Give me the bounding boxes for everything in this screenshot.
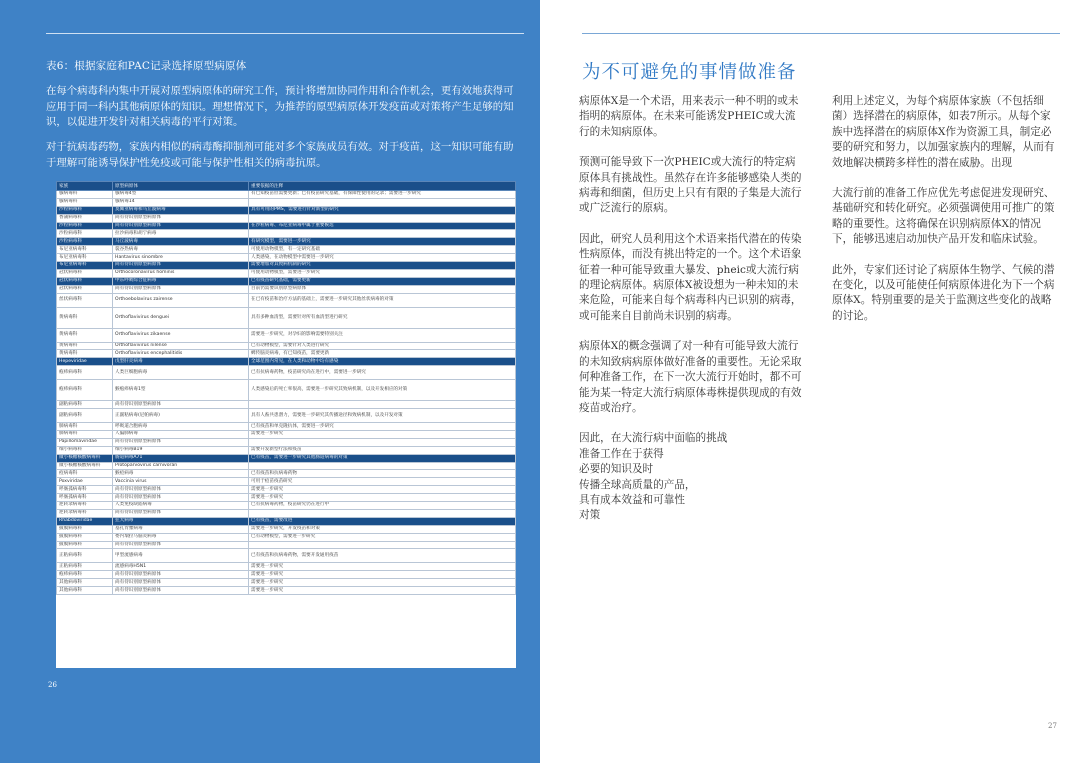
notes-cell: 已有疫苗，需要进一步研究其他肠道病毒的对策 bbox=[249, 454, 516, 462]
notes-cell: 已有疫苗，需要改进 bbox=[249, 517, 516, 525]
family-cell: 呼肠孤病毒科 bbox=[57, 486, 113, 494]
table-row bbox=[57, 517, 516, 525]
family-cell: 布尼亚病毒科 bbox=[57, 254, 113, 262]
table-row bbox=[57, 533, 516, 541]
family-cell: 其他病毒科 bbox=[57, 587, 113, 595]
notes-cell: 可使用动物模型，需要进一步研究 bbox=[249, 269, 516, 277]
family-cell: 布尼亚病毒科 bbox=[57, 246, 113, 254]
table-row bbox=[57, 358, 516, 366]
prototype-cell: 流感病毒H5N1 bbox=[113, 563, 249, 571]
table-row bbox=[57, 438, 516, 446]
table-row bbox=[57, 285, 516, 293]
table-row bbox=[57, 541, 516, 549]
prototype-cell: Orthocoronavirus hominis bbox=[113, 269, 249, 277]
page-title: 为不可避免的事情做准备 bbox=[582, 62, 797, 83]
prototype-cell: 人偏肺病毒 bbox=[113, 431, 249, 439]
column-header: 重要依据的注释 bbox=[249, 182, 516, 191]
notes-cell: 已有疫苗研究基础，需要更新 bbox=[249, 277, 516, 285]
notes-cell: 需要进一步研究 bbox=[249, 431, 516, 439]
notes-cell: 具有多种血清型，需要针对所有血清型进行研究 bbox=[249, 307, 516, 328]
table-row bbox=[57, 409, 516, 423]
notes-cell: 已有动物模型，需要针对人类进行研究 bbox=[249, 342, 516, 350]
notes-cell bbox=[249, 462, 516, 470]
table-row bbox=[57, 509, 516, 517]
family-cell: 逆转录病毒科 bbox=[57, 502, 113, 510]
table-header-row bbox=[57, 182, 516, 191]
family-cell: 副粘病毒科 bbox=[57, 401, 113, 409]
family-cell: 披膜病毒科 bbox=[57, 525, 113, 533]
prototype-cell: Protoparvovirus carnivoran bbox=[113, 462, 249, 470]
text-column-left bbox=[579, 94, 803, 524]
family-cell: 微小核糖核酸病毒科 bbox=[57, 454, 113, 462]
prototype-cell: 尚有待识别原型病原体 bbox=[113, 494, 249, 502]
family-cell: 沙粒病毒科 bbox=[57, 222, 113, 230]
family-cell: 披膜病毒科 bbox=[57, 541, 113, 549]
notes-cell: 已有抗病毒药物，疫苗研究尚在进行中，需要进一步研究 bbox=[249, 366, 516, 380]
table-row bbox=[57, 478, 516, 486]
notes-cell: 需要进一步研究 bbox=[249, 579, 516, 587]
table-row bbox=[57, 238, 516, 246]
family-cell: 冠状病毒科 bbox=[57, 277, 113, 285]
table-row bbox=[57, 293, 516, 307]
table-row bbox=[57, 246, 516, 254]
column-header: 家族 bbox=[57, 182, 113, 191]
prototype-cell: 尚有待识别原型病原体 bbox=[113, 571, 249, 579]
notes-cell: 需要进一步研究 bbox=[249, 563, 516, 571]
notes-cell bbox=[249, 230, 516, 238]
table-row bbox=[57, 571, 516, 579]
prototype-cell: Orthoflavivirus nilense bbox=[113, 342, 249, 350]
text-line: 对策 bbox=[579, 509, 601, 522]
right-page bbox=[540, 0, 1080, 763]
prototype-cell: 尚有待识别原型病原体 bbox=[113, 438, 249, 446]
page-number: 26 bbox=[48, 681, 57, 689]
family-cell: 疱疹病毒科 bbox=[57, 571, 113, 579]
prototype-cell: 基孔肯雅病毒 bbox=[113, 525, 249, 533]
prototype-cell: 尚有待识别原型病原体 bbox=[113, 214, 249, 222]
table-row bbox=[57, 198, 516, 206]
prototype-cell: 猴痘病毒 bbox=[113, 470, 249, 478]
paragraph: 利用上述定义，为每个病原体家族（不包括细菌）选择潜在的病原体，如表7所示。从每个家族中选择潜在的病原体X作为资源工具，制定必要的研究和努力，以加强家族内的理解，从而有效地解决横跨多样性的潜在威胁。出现 bbox=[832, 95, 1055, 169]
table-row bbox=[57, 350, 516, 358]
prototype-cell: 人类巨细胞病毒 bbox=[113, 366, 249, 380]
family-cell: Hepeviridae bbox=[57, 358, 113, 366]
table-row bbox=[57, 486, 516, 494]
prototype-cell: 尚有待识别原型病原体 bbox=[113, 587, 249, 595]
paragraph: 预测可能导致下一次PHEIC或大流行的特定病原体具有挑战性。虽然存在许多能够感染人类的病毒和细菌，但历史上只有有限的子集是大流行或广泛流行的原病。 bbox=[579, 156, 802, 215]
family-cell: 腺病毒科 bbox=[57, 191, 113, 199]
table-row bbox=[57, 222, 516, 230]
notes-cell: 具有人畜共患潜力，需要进一步研究其传播途径和致病机制，以及开发对策 bbox=[249, 409, 516, 423]
table-row bbox=[57, 563, 516, 571]
prototype-cell: 腺病毒4型 bbox=[113, 191, 249, 199]
prototype-cell: 马丘波病毒 bbox=[113, 238, 249, 246]
family-cell: Rhabdoviridae bbox=[57, 517, 113, 525]
family-cell: 呼肠孤病毒科 bbox=[57, 494, 113, 502]
family-cell: 微小核糖核酸病毒科 bbox=[57, 462, 113, 470]
table-row bbox=[57, 462, 516, 470]
family-cell: 副粘病毒科 bbox=[57, 409, 113, 423]
notes-cell: 已有疫苗和单克隆抗体，需要进一步研究 bbox=[249, 423, 516, 431]
notes-cell bbox=[249, 509, 516, 517]
notes-cell: 需要进一步研究，对孕妇的影响需要特别关注 bbox=[249, 328, 516, 342]
family-cell: Poxviridae bbox=[57, 478, 113, 486]
prototype-cell: 甲型流感病毒 bbox=[113, 549, 249, 563]
prototype-cell: 拉沙病毒和胡宁病毒 bbox=[113, 230, 249, 238]
table-row bbox=[57, 254, 516, 262]
notes-cell: 目前仍需要识别原型病原体 bbox=[249, 285, 516, 293]
notes-cell: 需要进一步研究 bbox=[249, 587, 516, 595]
family-cell: 沙粒病毒科 bbox=[57, 238, 113, 246]
text-column-right bbox=[832, 94, 1056, 339]
table-body bbox=[57, 191, 516, 595]
page-number: 27 bbox=[1048, 722, 1057, 730]
table-row bbox=[57, 277, 516, 285]
paragraph: 病原体X是一个术语，用来表示一种不明的或未指明的病原体。在未来可能诱发PHEIC或大流行的未知病原体。 bbox=[579, 95, 799, 138]
prototype-cell: 中东呼吸综合征病毒 bbox=[113, 277, 249, 285]
table-row bbox=[57, 262, 516, 270]
prototype-cell: Vaccinia virus bbox=[113, 478, 249, 486]
table-row bbox=[57, 587, 516, 595]
prototype-cell: 尚有待识别原型病原体 bbox=[113, 262, 249, 270]
family-cell: 正粘病毒科 bbox=[57, 563, 113, 571]
table-row bbox=[57, 431, 516, 439]
notes-cell bbox=[249, 214, 516, 222]
family-cell: 丝状病毒科 bbox=[57, 293, 113, 307]
family-cell: 黄病毒科 bbox=[57, 307, 113, 328]
table-caption: 表6：根据家庭和PAC记录选择原型病原体 bbox=[46, 60, 247, 72]
prototype-cell: 腺病毒14 bbox=[113, 198, 249, 206]
notes-cell: 全球范围内常见，在人类和动物中均有感染 bbox=[249, 358, 516, 366]
notes-cell: 蜱传脑炎病毒，有已知疫苗，需要更新 bbox=[249, 350, 516, 358]
notes-cell: 已有疫苗和抗病毒药物，需要开发通用疫苗 bbox=[249, 549, 516, 563]
notes-cell: 人类感染后的死亡率很高，需要进一步研究其致病机制，以及开发相应的对策 bbox=[249, 380, 516, 401]
prototype-cell: 裂谷热病毒 bbox=[113, 246, 249, 254]
family-cell: 腺病毒科 bbox=[57, 198, 113, 206]
prototype-cell: 肠道病毒A71 bbox=[113, 454, 249, 462]
notes-cell: 已有疫苗和抗病毒药物 bbox=[249, 470, 516, 478]
table-row bbox=[57, 269, 516, 277]
table-row bbox=[57, 342, 516, 350]
notes-cell: 在沙粒病毒、布尼亚病毒中属于重要候选 bbox=[249, 222, 516, 230]
notes-cell: 可用于痘苗疫苗研究 bbox=[249, 478, 516, 486]
text-line: 因此，在大流行病中面临的挑战 bbox=[579, 432, 728, 445]
prototype-cell: 狂犬病毒 bbox=[113, 517, 249, 525]
table-row bbox=[57, 206, 516, 214]
table-row bbox=[57, 579, 516, 587]
notes-cell: 可使用动物模型，有一定研究基础 bbox=[249, 246, 516, 254]
table-row bbox=[57, 380, 516, 401]
paragraph: 此外，专家们还讨论了病原体生物学、气候的潜在变化，以及可能使任何病原体进化为下一个病原体X。特别重要的是关于监测这些变化的战略的讨论。 bbox=[832, 263, 1055, 322]
family-cell: 疱疹病毒科 bbox=[57, 380, 113, 401]
notes-cell: 人类感染，在动物模型中需要进一步研究 bbox=[249, 254, 516, 262]
pathogen-table-container bbox=[56, 181, 516, 668]
notes-cell: 已有抗病毒药物，疫苗研究仍在进行中 bbox=[249, 502, 516, 510]
left-paragraph: 对于抗病毒药物，家族内相似的病毒酶抑制剂可能对多个家族成员有效。对于疫苗，这一知识可能有助于理解可能诱导保护性免疫或可能与保护性相关的病毒抗原。 bbox=[46, 141, 514, 169]
left-paragraph: 在每个病毒科内集中开展对原型病原体的研究工作，预计将增加协同作用和合作机会，更有效地获得可应用于同一科内其他病原体的知识。理想情况下，为推荐的原型病原体开发疫苗或对策将产生足够的知识，以促进开发针对相关病毒的平行对策。 bbox=[46, 85, 514, 129]
table-row bbox=[57, 328, 516, 342]
family-cell: 沙粒病毒科 bbox=[57, 206, 113, 214]
notes-cell: 已有动物模型，需要进一步研究 bbox=[249, 533, 516, 541]
prototype-cell: 尚有待识别原型病原体 bbox=[113, 579, 249, 587]
family-cell: 布尼亚病毒科 bbox=[57, 262, 113, 270]
paragraph: 病原体X的概念强调了对一种有可能导致大流行的未知致病病原体做好准备的重要性。无论采取何种准备工作，在下一次大流行开始时，都不可能为某一特定大流行病原体毒株提供现成的有效疫苗或治疗。 bbox=[579, 340, 802, 414]
family-cell: 逆转录病毒科 bbox=[57, 509, 113, 517]
table-row bbox=[57, 366, 516, 380]
family-cell: 肺病毒科 bbox=[57, 431, 113, 439]
notes-cell: 具有可用的PMS，需要进行针对新型的研究 bbox=[249, 206, 516, 214]
table-row bbox=[57, 502, 516, 510]
prototype-cell: 猴疱疹病毒1型 bbox=[113, 380, 249, 401]
table-row bbox=[57, 191, 516, 199]
family-cell: 冠状病毒科 bbox=[57, 285, 113, 293]
prototype-cell: Orthoflavivirus denguei bbox=[113, 307, 249, 328]
family-cell: 披膜病毒科 bbox=[57, 533, 113, 541]
text-line: 准备工作在于获得 bbox=[579, 447, 664, 460]
table-row bbox=[57, 494, 516, 502]
family-cell: 正粘病毒科 bbox=[57, 549, 113, 563]
family-cell: 黄病毒科 bbox=[57, 350, 113, 358]
family-cell: 黄病毒科 bbox=[57, 328, 113, 342]
family-cell: 沙粒病毒科 bbox=[57, 230, 113, 238]
table-row bbox=[57, 307, 516, 328]
table-row bbox=[57, 401, 516, 409]
table-row bbox=[57, 470, 516, 478]
table-row bbox=[57, 454, 516, 462]
prototype-cell: Orthoflavivirus encephalitidis bbox=[113, 350, 249, 358]
notes-cell: 需要开发新型疗法和疫苗 bbox=[249, 446, 516, 454]
text-line: 具有成本效益和可靠性 bbox=[579, 493, 685, 506]
prototype-cell: 人类免疫缺陷病毒 bbox=[113, 502, 249, 510]
table-row bbox=[57, 423, 516, 431]
top-rule bbox=[46, 33, 524, 34]
notes-cell bbox=[249, 401, 516, 409]
notes-cell bbox=[249, 438, 516, 446]
family-cell: 其他病毒科 bbox=[57, 579, 113, 587]
text-line: 必要的知识及时 bbox=[579, 463, 654, 476]
table-row bbox=[57, 230, 516, 238]
notes-cell bbox=[249, 541, 516, 549]
family-cell: 痘病毒科 bbox=[57, 470, 113, 478]
family-cell: 细小病毒科 bbox=[57, 446, 113, 454]
family-cell: 冠状病毒科 bbox=[57, 269, 113, 277]
notes-cell bbox=[249, 198, 516, 206]
prototype-cell: 委内瑞拉马脑炎病毒 bbox=[113, 533, 249, 541]
family-cell: 肺病毒科 bbox=[57, 423, 113, 431]
prototype-cell: 尚有待识别原型病原体 bbox=[113, 401, 249, 409]
table-row bbox=[57, 549, 516, 563]
line-block bbox=[579, 431, 803, 523]
notes-cell: 在已有疫苗和治疗方法的基础上，需要进一步研究其他丝状病毒的对策 bbox=[249, 293, 516, 307]
notes-cell: 需要进一步研究 bbox=[249, 486, 516, 494]
text-line: 传播全球高质量的产品， bbox=[579, 478, 696, 491]
column-header: 原型病原体 bbox=[113, 182, 249, 191]
prototype-cell: Orthoebolavirus zairense bbox=[113, 293, 249, 307]
prototype-cell: Hantavirus sinombre bbox=[113, 254, 249, 262]
prototype-cell: 戊型肝炎病毒 bbox=[113, 358, 249, 366]
prototype-cell: 尚有待识别原型病原体 bbox=[113, 509, 249, 517]
pathogen-table bbox=[56, 181, 516, 595]
top-rule bbox=[582, 33, 1060, 34]
notes-cell: 需要进一步研究 bbox=[249, 571, 516, 579]
family-cell: 香蒲病毒科 bbox=[57, 214, 113, 222]
prototype-cell: 尚有待识别原型病原体 bbox=[113, 541, 249, 549]
prototype-cell: 莫佩亚病毒和马丘波病毒 bbox=[113, 206, 249, 214]
paragraph: 大流行前的准备工作应优先考虑促进发现研究、基础研究和转化研究。必须强调使用可推广的策略的重要性。这将确保在识别病原体X的情况下，能够迅速启动加快产品开发和临床试验。 bbox=[832, 187, 1055, 246]
prototype-cell: 尚有待识别原型病原体 bbox=[113, 222, 249, 230]
family-cell: 疱疹病毒科 bbox=[57, 366, 113, 380]
table-row bbox=[57, 525, 516, 533]
notes-cell: 有已知疫苗但需要更新；已有疫苗研究基础，有保障性使用的记录；需要进一步研究 bbox=[249, 191, 516, 199]
paragraph: 因此，研究人员利用这个术语来指代潜在的传染性病原体，而没有挑出特定的一个。这个术语象征着一种可能导致重大暴发、pheic或大流行病的理论病原体。病原体X被设想为一种未知的未来危险，可能来自每个病毒科内已识别的病毒，或可能来自目前尚未识别的病毒。 bbox=[579, 232, 802, 322]
table-row bbox=[57, 446, 516, 454]
prototype-cell: Orthoflavivirus zikaense bbox=[113, 328, 249, 342]
notes-cell: 有研究模型，需要进一步研究 bbox=[249, 238, 516, 246]
prototype-cell: 呼吸道合胞病毒 bbox=[113, 423, 249, 431]
prototype-cell: 尚有待识别原型病原体 bbox=[113, 285, 249, 293]
prototype-cell: 尚有待识别原型病原体 bbox=[113, 486, 249, 494]
notes-cell: 需要增加对其致病机制的研究 bbox=[249, 262, 516, 270]
prototype-cell: 正副粘病毒(尼帕病毒) bbox=[113, 409, 249, 423]
family-cell: Papillomaviridae bbox=[57, 438, 113, 446]
prototype-cell: 细小病毒B19 bbox=[113, 446, 249, 454]
family-cell: 黄病毒科 bbox=[57, 342, 113, 350]
notes-cell: 需要进一步研究，开发疫苗和对策 bbox=[249, 525, 516, 533]
table-row bbox=[57, 214, 516, 222]
notes-cell: 需要进一步研究 bbox=[249, 494, 516, 502]
